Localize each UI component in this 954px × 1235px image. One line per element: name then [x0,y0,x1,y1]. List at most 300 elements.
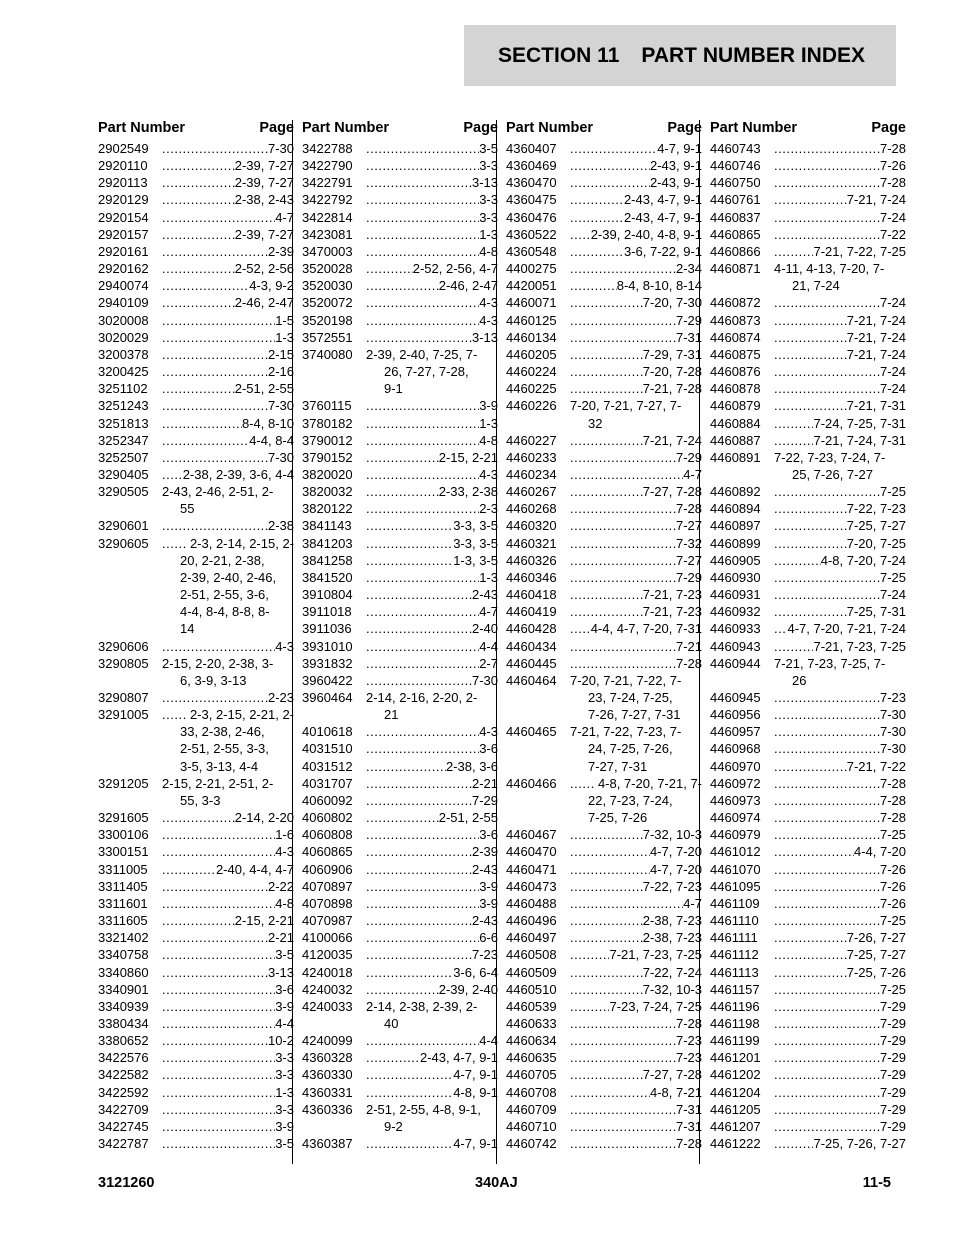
page-ref-text: 7-22, 7-23 [846,501,906,517]
page-refs [774,998,906,1015]
part-number: 4360469 [506,158,557,174]
page-ref-text: 7-29 [879,998,906,1014]
page-ref-text: 2-39, 2-40, 4-8, 9-1 [590,226,702,242]
page-refs [774,758,906,775]
page-ref-line [162,861,294,878]
part-number: 3520198 [302,312,353,328]
dot-leader [366,672,472,689]
page-ref-text: . 4-8, 7-20, 7-21, 7- [590,775,702,791]
page-ref-text: 2-23 [267,690,294,705]
part-number: 4460873 [710,312,761,328]
page-ref-text: 7-24 [879,381,906,397]
dot-leader [366,260,413,277]
page-ref-line [162,346,294,363]
part-number: 3931010 [302,638,353,654]
dot-leader [774,826,880,843]
part-number: 3422745 [98,1118,149,1134]
dot-leader [162,209,275,226]
page-ref-continuation: 2-39, 2-40, 2-46, [180,569,277,585]
part-number: 4031510 [302,741,353,757]
part-number: 4460837 [710,209,761,225]
index-entry [98,895,294,912]
page-ref-text: 2-43, 9-1 [649,175,702,191]
page-ref-text: 7-29 [879,1050,906,1066]
part-number: 2920154 [98,209,149,225]
page-ref-line [774,638,906,655]
page-ref-text: 7-30 [267,398,294,414]
page-ref-continuation: 55 [180,501,195,517]
dot-leader [570,500,676,517]
index-entry [98,1049,294,1066]
page-ref-line [774,1032,906,1049]
part-number: 4460321 [506,535,557,551]
dot-leader [570,946,609,963]
page-ref-continuation: 33, 2-38, 2-46, [180,724,265,740]
page-refs [570,500,702,517]
part-number: 3422592 [98,1084,149,1100]
page-ref-line [774,809,906,826]
page-ref-text: 7-20, 7-21, 7-22, 7- [570,672,682,688]
dot-leader [774,209,880,226]
page-ref-text: 7-30 [879,741,906,757]
page-ref-line [570,1066,702,1083]
part-number: 4460125 [506,312,557,328]
page-ref-line [162,998,294,1015]
dot-leader [570,277,617,294]
part-number: 4460891 [710,449,761,465]
page-ref-line [366,1032,498,1049]
page-ref-text: 2-15, 2-21, 2-51, 2- [162,775,274,791]
page-refs [774,792,906,809]
index-entry [710,312,906,329]
dot-leader [366,912,472,929]
page-ref-line [774,500,906,517]
page-ref-line [774,586,906,603]
index-entry [506,1084,702,1101]
page-ref-text: 4-8, 9-1 [453,1084,498,1100]
page-ref-line [162,775,294,792]
page-refs [570,964,702,981]
page-ref-text: 2-38, 2-43 [234,192,294,208]
page-ref-text: 7-25, 7-27 [846,518,906,534]
page-refs [366,1032,498,1049]
page-refs [162,209,294,226]
part-number: 4460761 [710,192,761,208]
index-entry [710,483,906,500]
index-entry [710,878,906,895]
page-ref-text: 7-22, 7-23 [642,878,702,894]
index-entry [710,775,906,792]
page-refs [366,1101,498,1135]
dot-leader [570,260,676,277]
page-refs [162,243,294,260]
page-ref-line [570,638,702,655]
page-ref-line [366,294,498,311]
page-ref-line [366,209,498,226]
index-entry [302,912,498,929]
part-number: 4460320 [506,518,557,534]
page-ref-line [366,1101,498,1118]
dot-leader [774,878,880,895]
page-refs [366,912,498,929]
index-column-2 [302,118,498,1152]
page-ref-line [774,1101,906,1118]
index-entry [302,1066,498,1083]
page-ref-continuation: 22, 7-23, 7-24, [588,792,673,808]
part-number: 4460943 [710,638,761,654]
page-ref-line [366,277,498,294]
page-refs [570,312,702,329]
part-number: 3311605 [98,913,148,929]
dot-leader [774,792,880,809]
dot-leader [366,174,472,191]
page-refs [570,517,702,534]
page-ref-line [774,895,906,912]
index-entry [302,740,498,757]
part-number: 3422792 [302,192,353,208]
index-entry [710,620,906,637]
page-ref-text: 7-21, 7-23 [642,587,702,603]
page-ref-text: 7-24 [879,209,906,225]
index-entry [98,277,294,294]
page-ref-text: 7-29 [879,1067,906,1083]
page-ref-line [774,1135,906,1152]
part-number: 4460876 [710,364,761,380]
dot-leader [774,140,880,157]
dot-leader [162,294,235,311]
part-number: 3290807 [98,690,149,705]
page-ref-text: 2-43 [471,861,498,877]
part-number: 4460865 [710,226,761,242]
page-refs [570,895,702,912]
dot-leader [774,415,813,432]
page-refs [570,157,702,174]
page-ref-text: 7-21, 7-28 [642,381,702,397]
index-entry [506,346,702,363]
part-number: 3291605 [98,810,149,826]
dot-leader [366,294,479,311]
page-ref-text: 4-7, 9-1 [453,1067,498,1083]
page-ref-text: 10-2 [267,1033,294,1049]
part-number: 3790152 [302,449,353,465]
dot-leader [366,517,453,534]
part-number: 4460267 [506,484,557,500]
page-ref-line [366,655,498,672]
page-refs [570,998,702,1015]
page-ref-text: 7-28 [675,1015,702,1031]
page-ref-line [570,586,702,603]
part-number: 3422582 [98,1067,149,1083]
page-refs [570,483,702,500]
part-number: 4460750 [710,175,761,191]
page-ref-text: 7-24 [879,587,906,603]
dot-leader [570,1118,676,1135]
page-ref-text: 2-46, 2-47 [234,295,294,311]
dot-leader [366,329,472,346]
page-refs [162,363,294,380]
dot-leader [366,895,479,912]
dot-leader [366,157,479,174]
page-ref-line [774,964,906,981]
page-ref-line [570,912,702,929]
index-entry [710,569,906,586]
page-ref-text: 7-29 [879,1015,906,1031]
index-entry [710,1032,906,1049]
dot-leader [570,586,643,603]
part-number: 4070897 [302,878,353,894]
page-ref-text: 4-7 [683,466,702,482]
dot-leader [570,775,591,792]
page-ref-text: 3-9 [479,878,498,894]
page-ref-line [774,260,906,277]
index-entry [710,655,906,689]
dot-leader [366,929,479,946]
page-ref-text: 2-43 [471,913,498,929]
index-entry [710,843,906,860]
dot-leader [774,946,847,963]
index-entry [302,243,498,260]
page-refs [366,946,498,963]
page-ref-line [162,1015,294,1032]
page-ref-text: 2-51, 2-55, 4-8, 9-1, [366,1101,481,1117]
index-rows [710,140,906,1152]
part-number: 3841520 [302,569,353,585]
column-divider [292,120,293,1164]
part-number: 3470003 [302,243,353,259]
page-ref-line [774,775,906,792]
part-number: 4460705 [506,1067,557,1083]
page-ref-text: 3-6 [479,827,498,843]
index-entry [98,363,294,380]
part-number: 4360548 [506,243,557,259]
part-number: 4461204 [710,1084,761,1100]
page-ref-line [570,466,702,483]
dot-leader [774,517,847,534]
part-number: 4460897 [710,518,761,534]
index-entry [98,1118,294,1135]
page-refs [774,586,906,603]
index-entry [302,535,498,552]
index-entry [506,260,702,277]
part-number: 3820032 [302,484,353,500]
page-refs [366,1084,498,1101]
index-entry [98,397,294,414]
dot-leader [366,1084,453,1101]
page-ref-line [774,912,906,929]
page-ref-text: 7-29 [675,569,702,585]
index-entry [506,878,702,895]
part-number: 4460466 [506,775,557,791]
page-refs [570,929,702,946]
page-ref-line [570,878,702,895]
part-number: 4460497 [506,930,557,946]
page-refs [774,981,906,998]
index-entry [710,1049,906,1066]
page-refs [570,535,702,552]
part-number: 4360336 [302,1101,353,1117]
page-ref-text: 7-25 [879,484,906,500]
page-ref-text: 2-15 [267,346,294,362]
part-number: 4460972 [710,775,761,791]
page-refs [162,1118,294,1135]
part-number: 2920161 [98,243,149,259]
page-ref-line [366,964,498,981]
page-ref-text: 2-3 [479,501,498,517]
page-refs [162,140,294,157]
page-ref-text: 7-29 [879,1084,906,1100]
part-number: 4461201 [710,1050,761,1066]
page-ref-text: 7-21, 7-23, 7-25, 7- [774,655,886,671]
page-refs [774,569,906,586]
part-number: 4360476 [506,209,557,225]
dot-leader [774,620,787,637]
part-number: 4460633 [506,1015,557,1031]
index-entry [302,809,498,826]
page-ref-line [162,1101,294,1118]
index-entry [98,998,294,1015]
part-number: 4360330 [302,1067,353,1083]
page-ref-line [162,209,294,226]
page-refs [774,620,906,637]
page-ref-text: 7-31 [675,329,702,345]
part-number: 4460488 [506,895,557,911]
page-ref-line [162,689,294,706]
dot-leader [774,363,880,380]
page-ref-line [774,174,906,191]
page-refs [162,655,294,689]
page-ref-text: 3-13 [471,329,498,345]
index-entry [710,861,906,878]
page-ref-text: 8-4, 8-10, 8-14 [616,278,702,294]
page-ref-text: 7-22, 7-24 [642,964,702,980]
dot-leader [570,380,643,397]
page-refs [570,380,702,397]
index-entry [506,1066,702,1083]
page-ref-line [162,912,294,929]
page-refs [774,140,906,157]
dot-leader [570,1015,676,1032]
page-ref-text: 2-38, 7-23 [642,913,702,929]
page-refs [570,946,702,963]
page-ref-text: 7-29 [879,1033,906,1049]
page-ref-line [162,655,294,672]
dot-leader [570,363,643,380]
page-ref-line [570,672,702,689]
page-ref-text: 2-14, 2-20 [234,810,294,826]
page-ref-text: 4-3 [275,844,294,860]
page-ref-text: 7-25, 7-31 [846,604,906,620]
page-ref-line [570,981,702,998]
page-ref-text: 7-21 [675,638,702,654]
page-ref-line [162,397,294,414]
dot-leader [162,878,268,895]
page-ref-line [570,946,702,963]
part-number-heading: Part Number [98,120,186,136]
page-ref-line [366,466,498,483]
page-refs [162,981,294,998]
page-refs [570,466,702,483]
page-ref-continuation: 9-2 [384,1118,403,1134]
index-entry [302,140,498,157]
page-ref-text: 7-28 [879,792,906,808]
page-refs [162,895,294,912]
page-ref-text: 3-6, 7-22, 9-1 [623,243,702,259]
page-refs [774,209,906,226]
page-refs [366,483,498,500]
index-entry [98,843,294,860]
part-number: 4460473 [506,878,557,894]
page-refs [366,655,498,672]
dot-leader [570,878,643,895]
page-ref-line [570,1101,702,1118]
dot-leader [366,1032,479,1049]
index-entry [506,912,702,929]
page-ref-text: 7-29, 7-31 [642,346,702,362]
page-ref-text: . 2-3, 2-14, 2-15, 2- [182,535,294,551]
page-ref-line [366,552,498,569]
page-ref-text: 7-21, 7-23 [642,604,702,620]
page-refs [774,603,906,620]
page-ref-text: 7-25 [879,913,906,929]
part-number: 4460134 [506,329,557,345]
part-number: 4240099 [302,1033,353,1049]
dot-leader [366,792,472,809]
page-ref-line [774,792,906,809]
page-refs [162,689,294,706]
page-ref-text: 3-6 [275,981,294,997]
page-ref-text: 2-14, 2-38, 2-39, 2- [366,998,478,1014]
index-entry [302,1135,498,1152]
part-number: 3780182 [302,415,353,431]
page-ref-line [366,329,498,346]
page-ref-line [570,157,702,174]
index-entry [98,912,294,929]
page-ref-text: 7-30 [879,724,906,740]
index-entry [98,706,294,775]
index-entry [98,191,294,208]
page-refs [162,277,294,294]
part-number: 4460471 [506,861,557,877]
dot-leader [162,895,275,912]
dot-leader [366,500,479,517]
page-refs [570,1066,702,1083]
index-entry [98,1101,294,1118]
index-entry [710,895,906,912]
page-refs [162,946,294,963]
page-ref-text: 7-30 [267,141,294,156]
page-ref-line [570,843,702,860]
page-ref-line [366,826,498,843]
page-ref-line [570,243,702,260]
page-ref-text: 7-24 [879,295,906,311]
index-entry [98,689,294,706]
dot-leader [774,1084,880,1101]
part-number: 4460742 [506,1136,557,1152]
page-refs [366,329,498,346]
index-entry [710,432,906,449]
page-ref-line [366,260,498,277]
dot-leader [570,209,624,226]
part-number: 4460968 [710,741,761,757]
page-ref-text: 7-21, 7-23, 7-25 [609,947,702,963]
index-entry [98,1032,294,1049]
dot-leader [774,706,880,723]
dot-leader [366,861,472,878]
dot-leader [162,346,268,363]
index-entry [506,209,702,226]
dot-leader [162,1135,275,1152]
part-number: 4070898 [302,895,353,911]
